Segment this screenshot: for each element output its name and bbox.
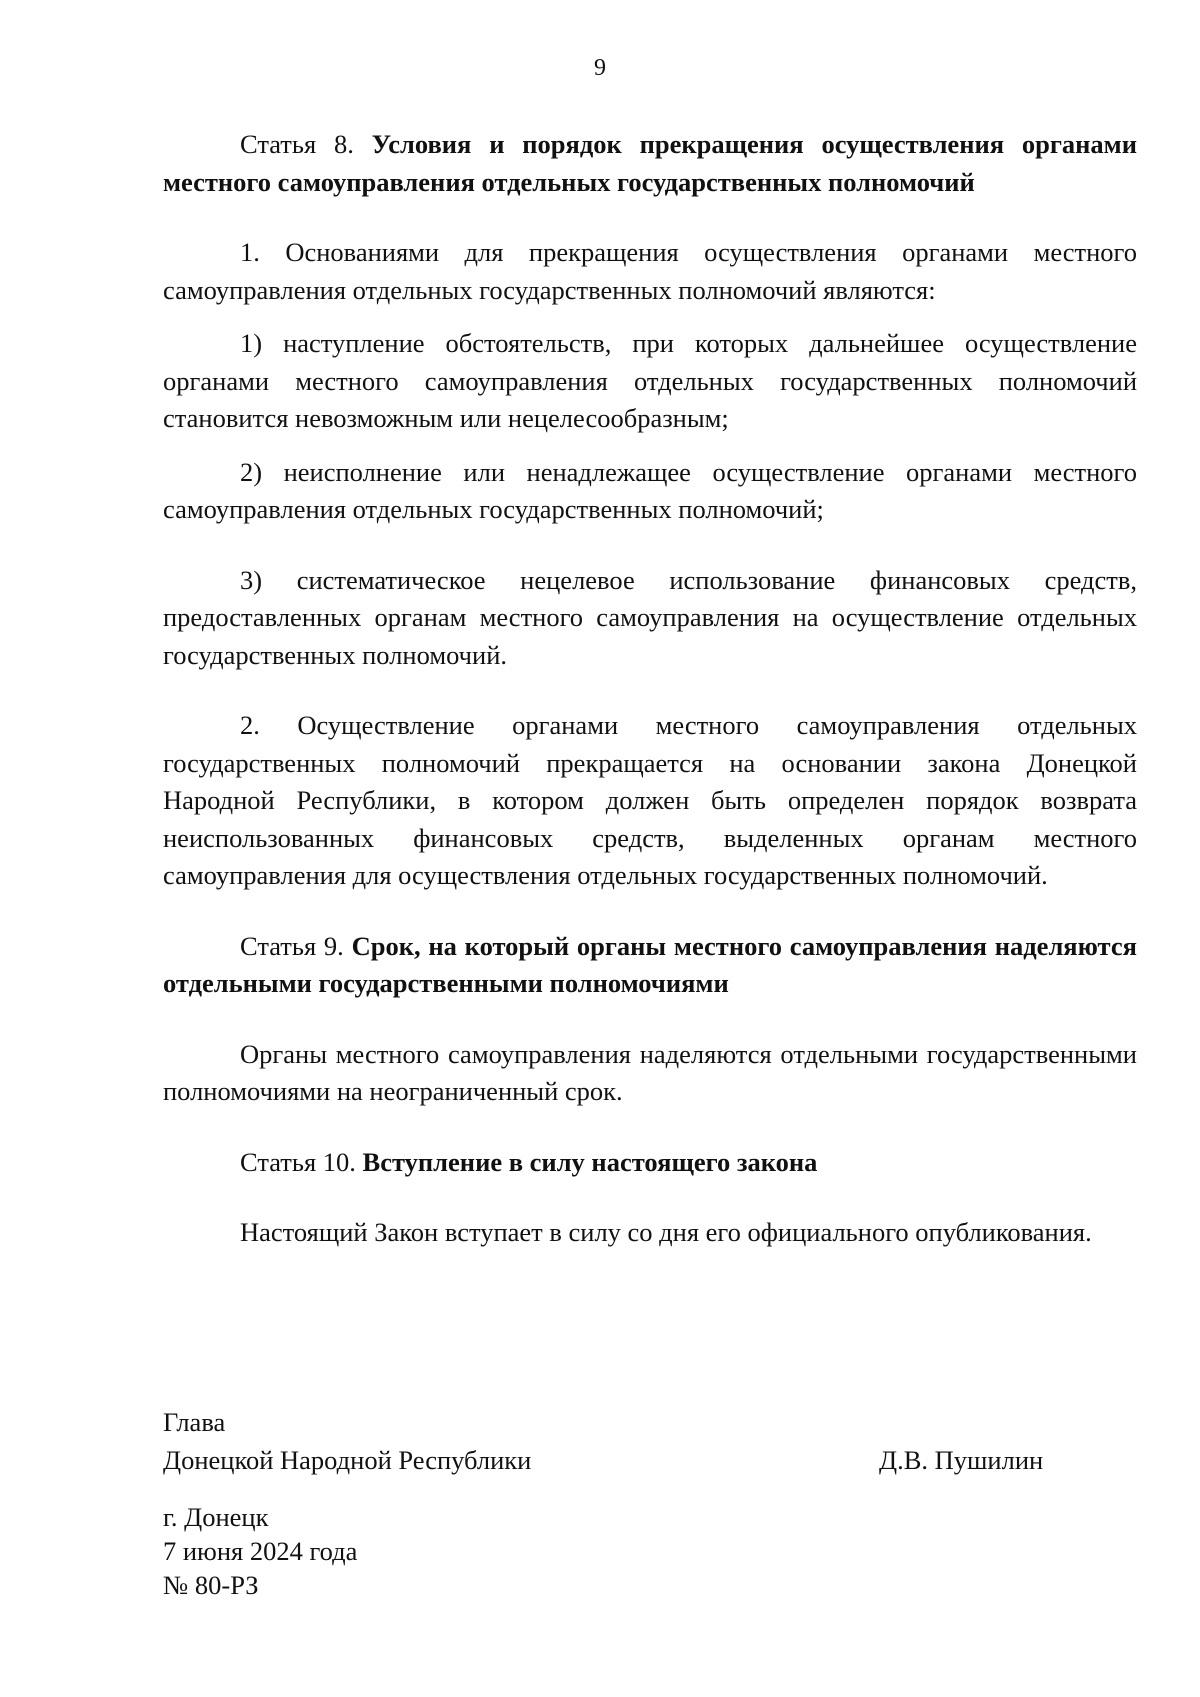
signatory-position-line-1: Глава [163,1407,226,1437]
document-city: г. Донецк [163,1502,269,1532]
article-8-paragraph-1: 1. Основаниями для прекращения осуществления органами местного самоуправления отдельных государственных полномочий являются: [163,237,1137,305]
document-body [163,126,1137,1252]
signatory-position-line-2: Донецкой Народной Республики [163,1445,532,1475]
signature-block [163,1403,1063,1479]
article-8-label: Статья 8. [240,129,354,159]
article-10-text: Настоящий Закон вступает в силу со дня его официального опубликования. [240,1217,1092,1247]
article-8-item-2: 2) неисполнение или ненадлежащее осуществление органами местного самоуправления отдельных государственных полномочий; [163,456,1137,524]
page-number: 9 [594,55,606,81]
article-8-heading [163,126,1137,201]
article-9-text: Органы местного самоуправления наделяются отдельными государственными полномочиями на неограниченный срок. [163,1038,1137,1106]
article-9-label: Статья 9. [240,930,344,961]
article-10-title: Вступление в силу настоящего закона [362,1146,818,1177]
signatory-name: Д.В. Пушилин [879,1445,1044,1475]
article-10-heading [163,1144,1137,1182]
article-8-item-3: 3) систематическое нецелевое использование финансовых средств, предоставленных органам местного самоуправления на осуществление отдельных государственных полномочий. [163,564,1137,670]
document-number: № 80-РЗ [163,1570,259,1600]
article-8-title: Условия и порядок прекращения осуществления органами местного самоуправления отдельных государственных полномочий [163,129,1137,197]
article-10-label: Статья 10. [240,1146,356,1177]
document-date: 7 июня 2024 года [163,1536,358,1566]
article-8-item-1: 1) наступление обстоятельств, при которых дальнейшее осуществление органами местного самоуправления отдельных государственных полномочий становится невозможным или нецелесообразным; [163,328,1137,433]
document-meta [163,1500,357,1602]
article-9-heading [163,928,1137,1003]
article-8-paragraph-2: 2. Осуществление органами местного самоуправления отдельных государственных полномочий прекращается на основании закона Донецкой Народной Республики, в котором должен быть определен порядок возврата неиспользованных финансовых средств, выделенных органам местного самоуправления для осуществления отдельных государственных полномочий. [163,710,1137,890]
article-9-title: Срок, на который органы местного самоуправления наделяются отдельными государственными полномочиями [163,930,1137,998]
